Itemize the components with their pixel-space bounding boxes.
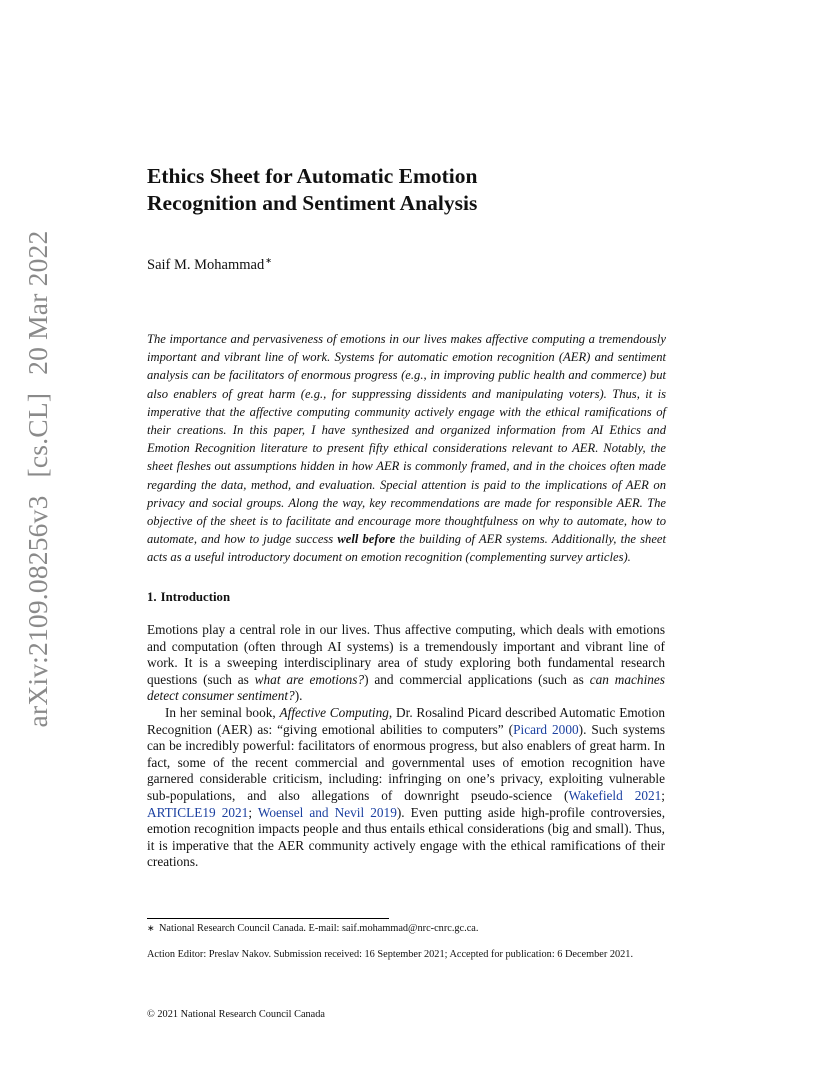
paragraph-italic: can machines detect consumer sentiment? [147, 671, 665, 704]
paragraph-text: In her seminal book, [165, 704, 280, 720]
paper-title-line-2: Recognition and Sentiment Analysis [147, 191, 478, 215]
footnote-divider [147, 918, 389, 919]
action-editor-note: Action Editor: Preslav Nakov. Submission received: 16 September 2021; Accepted for publication: 6 December 2021. [147, 949, 634, 960]
footnote-mark: ∗ [147, 923, 155, 933]
section-number: 1. [147, 590, 157, 604]
paragraph-text: ). Even putting aside high-profile controversies, emotion recognition impacts people and thus entails ethical considerations (big and small). Thus, it is imperative that the AER community actively engage with the ethical ramifications of their creations. [147, 804, 666, 870]
section-heading-introduction [147, 590, 230, 605]
section-title: Introduction [160, 590, 231, 604]
book-title: Affective Computing [279, 704, 389, 720]
paragraph-text: , Dr. Rosalind Picard described Automatic Emotion Recognition (AER) as: “giving emotional abilities to computers” ( [147, 704, 665, 737]
arxiv-id: arXiv:2109.08256v3 [22, 495, 53, 728]
citation-link-wakefield[interactable]: Wakefield 2021 [568, 787, 662, 803]
author-footnote-mark: ∗ [265, 256, 272, 265]
arxiv-identifier-stamp [22, 231, 54, 728]
paragraph-text: ). Such systems can be incredibly powerful: facilitators of enormous progress, but also enablers of great harm. In fact, some of the recent commercial and governmental uses of emotion recognition have garnered considerable criticism, including: infringing on one’s privacy, exploiting vulnerable sub-populations, and also allegations of downright pseudo-science ( [147, 721, 666, 803]
citation-separator: ; [661, 787, 665, 803]
footnote [147, 922, 667, 935]
paper-title [147, 163, 667, 217]
abstract-text-1: The importance and pervasiveness of emotions in our lives makes affective computing a tremendously important and vibrant line of work. Systems for automatic emotion recognition (AER) and sentiment analysis can be facilitators of enormous progress (e.g., in improving public health and commerce) but also enablers of great harm (e.g., for suppressing dissidents and manipulating voters). Thus, it is imperative that the affective computing community actively engage with the ethical ramifications of their creations. In this paper, I have synthesized and organized information from AI Ethics and Emotion Recognition literature to present fifty ethical considerations relevant to AER. Notably, the sheet fleshes out assumptions hidden in how AER is commonly framed, and in the choices often made regarding the data, method, and evaluation. Special attention is paid to the implications of AER on privacy and social groups. Along the way, key recommendations are made for responsible AER. The objective of the sheet is to facilitate and encourage more thoughtfulness on why to automate, how to automate, and how to judge success [147, 332, 666, 547]
arxiv-category: [cs.CL] [22, 392, 53, 478]
footnote-text: National Research Council Canada. E-mail: saif.mohammad@nrc-cnrc.gc.ca. [159, 923, 479, 934]
copyright-notice: © 2021 National Research Council Canada [147, 1009, 325, 1020]
arxiv-date: 20 Mar 2022 [22, 230, 53, 375]
abstract-emphasis: well before [337, 532, 396, 547]
paragraph-text: ) and commercial applications (such as [364, 671, 590, 687]
abstract [147, 330, 666, 567]
paragraph-text: ). [294, 688, 303, 704]
citation-link-picard[interactable]: Picard 2000 [513, 721, 579, 737]
citation-link-woensel[interactable]: Woensel and Nevil 2019 [257, 804, 397, 820]
paper-title-line-1: Ethics Sheet for Automatic Emotion [147, 164, 478, 188]
introduction-paragraph-1 [147, 622, 665, 705]
introduction-body [147, 622, 665, 871]
abstract-text-2: the building of AER systems. Additionally, the sheet acts as a useful introductory document on emotion recognition (complementing survey articles). [147, 532, 666, 565]
paragraph-italic: what are emotions? [254, 671, 365, 687]
introduction-paragraph-2 [147, 705, 665, 871]
author-line [147, 256, 272, 274]
citation-link-article19[interactable]: ARTICLE19 2021 [147, 804, 249, 820]
citation-separator: ; [248, 804, 258, 820]
author-name: Saif M. Mohammad [147, 257, 265, 273]
paragraph-text: Emotions play a central role in our lives. Thus affective computing, which deals with emotions and computation (often through AI systems) is a tremendously important and vibrant line of work. It is a sweeping interdisciplinary area of study exploring both fundamental research questions (such as [147, 622, 665, 687]
